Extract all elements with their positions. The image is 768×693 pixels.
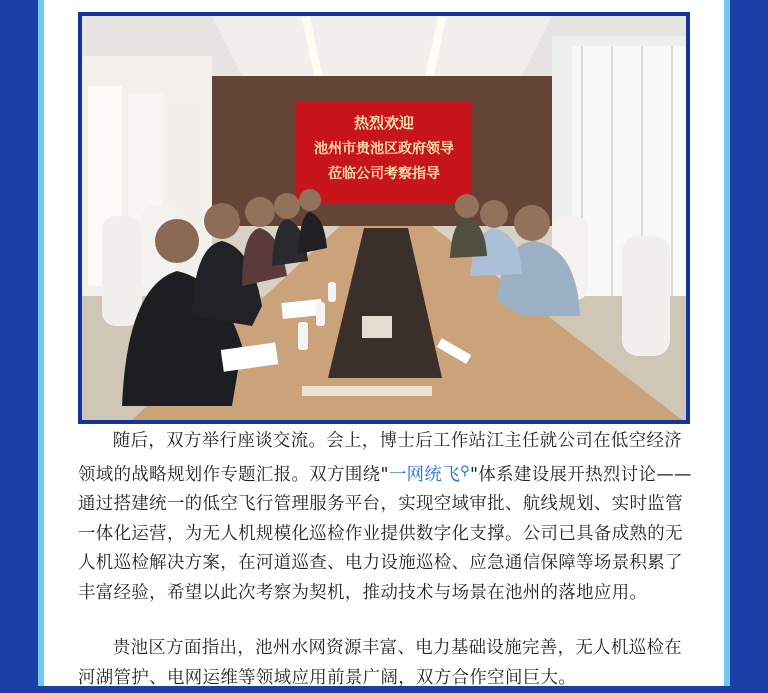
banner-line-3: 莅临公司考察指导 <box>328 166 440 182</box>
banner-line-1: 热烈欢迎 <box>353 114 415 132</box>
meeting-photo <box>82 16 686 420</box>
link-text[interactable]: 一网统飞 <box>388 464 461 485</box>
article-paragraph-2: 贵池区方面指出，池州水网资源丰富、电力基础设施完善，无人机巡检在河湖管护、电网运维等领域应用前景广阔，双方合作空间巨大。 <box>78 638 683 688</box>
paragraph-1-text-end: "体系建设展开热烈讨论——通过搭建统一的低空飞行管理服务平台，实现空域审批、航线规划、实时监管一体化运营，为无人机规模化巡检作业提供数字化支撑。公司已具备成熟的无人机巡检解决方案，在河道巡查、电力设施巡检、应急通信保障等场景积累了丰富经验，希望以此次考察为契机，推动技术与场景在池州的落地应用。 <box>78 464 692 603</box>
article-paragraph-1 <box>78 427 694 608</box>
banner-line-2: 池州市贵池区政府领导 <box>314 141 454 157</box>
search-icon[interactable]: ⚲ <box>460 463 470 479</box>
paragraph-1-text-start: 随后，双方举行座谈交流。会上，博士后工作站江主任就公司在低空经济领域的战略规划作专题汇报。双方围绕" <box>78 431 683 485</box>
photo-frame <box>78 12 690 424</box>
meeting-scene <box>82 16 686 420</box>
article-content <box>44 0 724 686</box>
yiwang-tongfei-link[interactable] <box>389 465 470 485</box>
